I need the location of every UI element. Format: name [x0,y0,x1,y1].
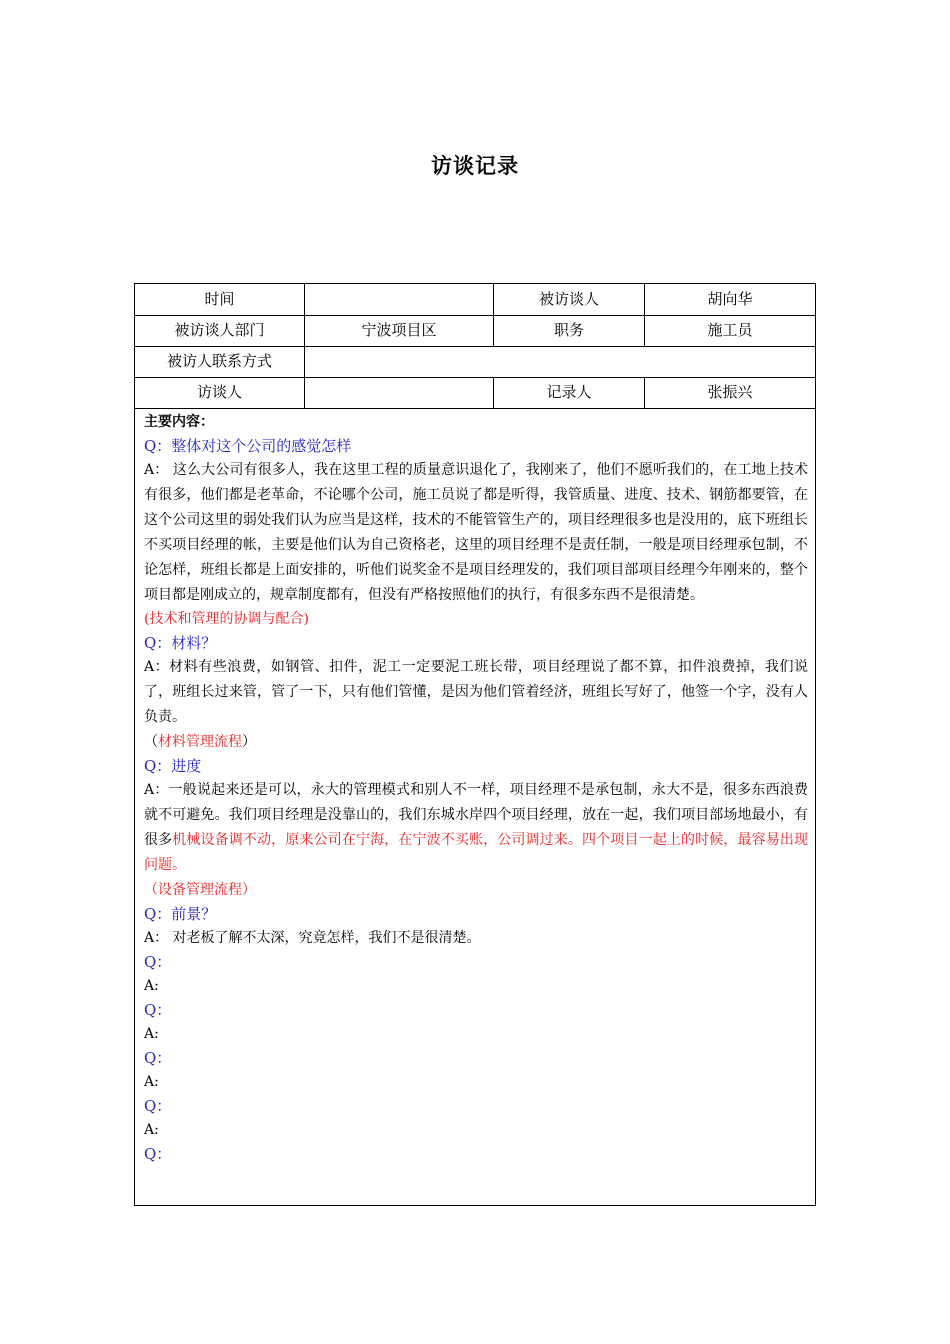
contact-label: 被访人联系方式 [135,346,305,377]
interviewee-label: 被访谈人 [494,284,645,315]
answer-1: A： 这么大公司有很多人，我在这里工程的质量意识退化了，我刚来了，他们不愿听我们的，在工地上技术有很多，他们都是老革命，不论哪个公司，施工员说了都是听得，我管质量、进度、技术、钢筋都要管，在这个公司这里的弱处我们认为应当是这样，技术的不能管管生产的，项目经理很多也是没用的，底下班组长不买项目经理的帐，主要是他们认为自己资格老，这里的项目经理不是责任制，一般是项目经理承包制，不论怎样，班组长都是上面安排的，听他们说奖金不是项目经理发的，我们项目部项目经理今年刚来的，整个项目都是刚成立的，规章制度都有，但没有严格按照他们的执行，有很多东西不是很清楚。 [144,462,808,603]
info-row-contact [135,346,815,378]
answer-blank: A: [144,1121,159,1138]
recorder-value: 张振兴 [707,383,753,401]
note-2-open: （ [144,734,158,751]
time-value [305,284,494,315]
main-content [144,410,808,1166]
question-2: Q：材料？ [144,634,217,653]
answer-4: A： 对老板了解不太深，究竟怎样，我们不是很清楚。 [144,929,481,946]
contact-value [305,346,815,377]
info-row-dept [135,315,815,347]
question-3: Q：进度 [144,757,202,776]
answer-3 [144,778,808,878]
interviewee-value: 胡向华 [707,290,753,308]
position-value: 施工员 [707,321,753,339]
content-heading: 主要内容： [144,414,214,430]
answer-blank: A: [144,1073,159,1090]
interviewer-value [305,377,494,408]
note-2-close: ） [242,734,256,751]
question-4: Q：前景？ [144,904,217,923]
answer-blank: A: [144,977,159,994]
interview-form [134,283,816,1206]
question-blank: Q： [144,1048,172,1067]
time-label: 时间 [135,284,305,315]
answer-3-highlight: 机械设备调不动，原来公司在宁海，在宁波不买账，公司调过来。四个项目一起上的时候，最容易出现问题。 [144,831,809,873]
question-blank: Q： [144,1000,172,1019]
answer-2: A：材料有些浪费，如钢管、扣件，泥工一定要泥工班长带，项目经理说了都不算，扣件浪费掉，我们说了，班组长过来管，管了一下，只有他们管懂，是因为他们管着经济，班组长写好了，他签一个字，没有人负责。 [144,659,808,726]
note-3: （设备管理流程） [144,881,256,898]
info-row-time [135,284,815,316]
interviewer-label: 访谈人 [135,377,305,408]
dept-label: 被访谈人部门 [135,315,305,346]
note-2-text: 材料管理流程 [158,734,242,751]
recorder-label: 记录人 [494,377,645,408]
note-1: (技术和管理的协调与配合) [144,611,309,628]
answer-blank: A: [144,1025,159,1042]
question-1: Q：整体对这个公司的感觉怎样 [144,437,352,455]
answer-3-text: A：一般说起来还是可以，永大的管理模式和别人不一样，项目经理不是承包制，永大不是，很多东西浪费就不可避免。我们项目经理是没靠山的，我们东城水岸四个项目经理，放在一起，我们项目部场地最小，有很多 [144,782,808,848]
question-blank: Q： [144,952,172,971]
question-blank: Q： [144,1096,172,1115]
position-label: 职务 [494,315,645,346]
info-row-interviewer [135,377,815,409]
question-blank: Q： [144,1144,172,1163]
page-title: 访谈记录 [431,153,519,178]
dept-value: 宁波项目区 [305,315,494,346]
note-2 [144,730,808,754]
